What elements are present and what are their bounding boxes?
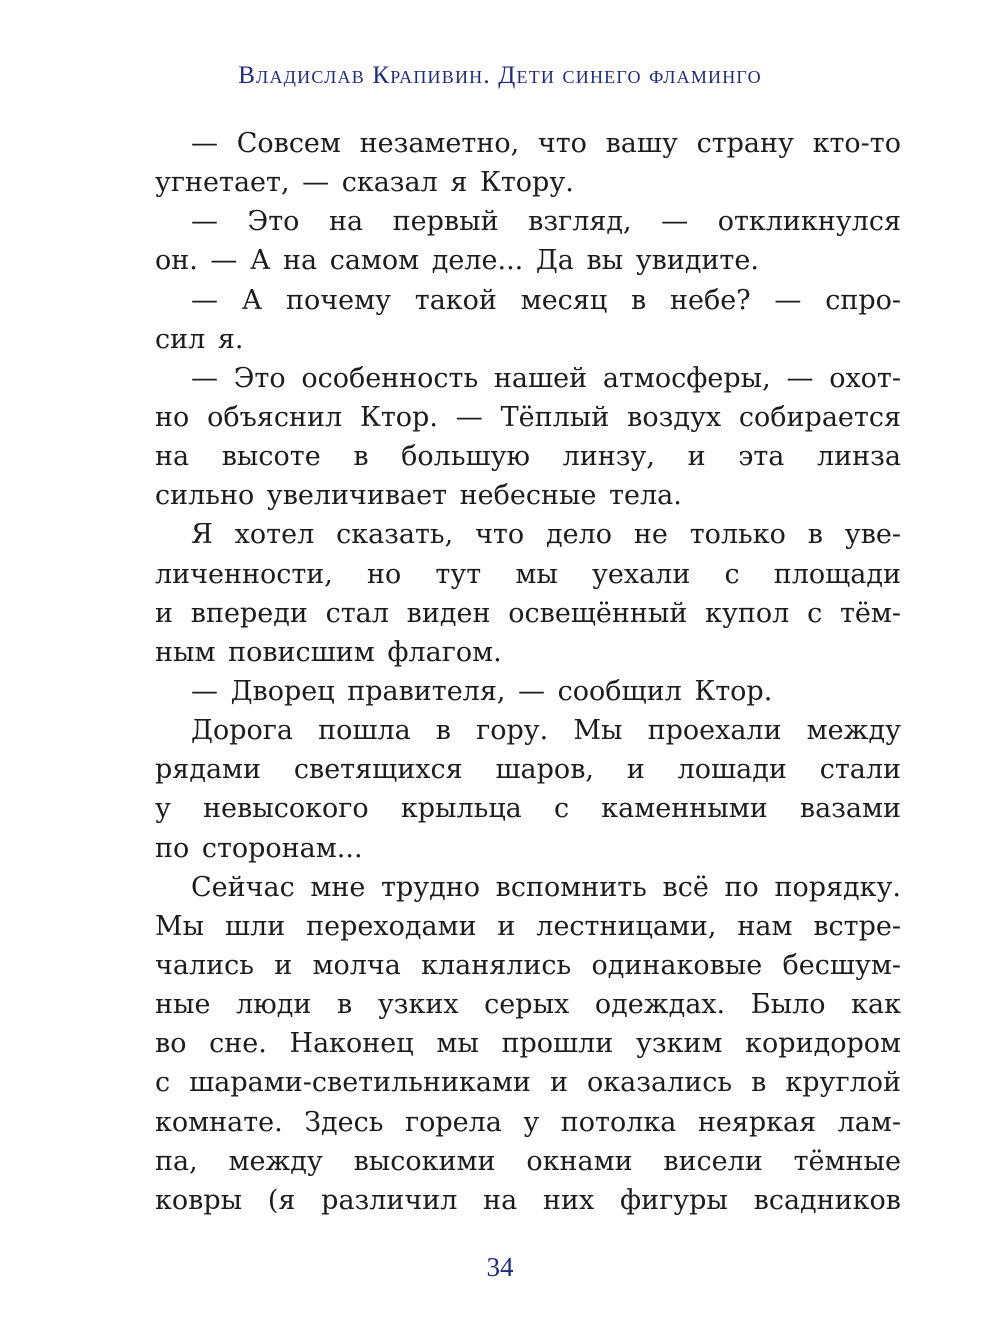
text-line: Мы шли переходами и лестницами, нам встре- [155,910,901,942]
text-line: он. — А на самом деле... Да вы увидите. [155,245,759,277]
text-line: угнетает, — сказал я Ктору. [155,167,574,199]
text-line: с шарами-светильниками и оказались в круглой [155,1067,901,1099]
text-line: ным повисшим флагом. [155,636,502,668]
text-line: Дорога пошла в гору. Мы проехали между [191,715,901,747]
text-line: ные люди в узких серых одеждах. Было как [155,989,901,1021]
text-line: Сейчас мне трудно вспомнить всё по порядку. [191,871,901,903]
body-text [155,124,901,1220]
text-line: — Это особенность нашей атмосферы, — охот- [191,362,901,394]
text-line: личенности, но тут мы уехали с площади [155,558,901,590]
text-line: — А почему такой месяц в небе? — спро- [191,284,901,316]
text-line: сильно увеличивает небесные тела. [155,480,682,512]
text-line: — Дворец правителя, — сообщил Ктор. [191,675,773,707]
text-line: ковры (я различил на них фигуры всадников [155,1184,901,1216]
text-line: по сторонам... [155,832,363,864]
text-line: чались и молча кланялись одинаковые бесшум- [155,949,901,981]
text-line: па, между высокими окнами висели тёмные [155,1145,901,1177]
text-line: у невысокого крыльца с каменными вазами [155,793,901,825]
text-line: — Совсем незаметно, что вашу страну кто-то [191,128,901,159]
running-head: Владислав Крапивин. Дети синего фламинго [238,62,762,89]
text-line: — Это на первый взгляд, — откликнулся [191,206,901,238]
text-line: комнате. Здесь горела у потолка неяркая лам- [155,1106,901,1138]
text-line: Я хотел сказать, что дело не только в уве- [191,519,901,551]
text-line: рядами светящихся шаров, и лошади стали [155,754,901,786]
text-line: сил я. [155,323,244,355]
page-number: 34 [486,1252,514,1282]
text-line: и впереди стал виден освещённый купол с тём- [155,597,901,629]
text-line: на высоте в большую линзу, и эта линза [155,441,901,473]
text-line: во сне. Наконец мы прошли узким коридором [155,1028,901,1060]
text-line: но объяснил Ктор. — Тёплый воздух собирается [155,401,901,433]
